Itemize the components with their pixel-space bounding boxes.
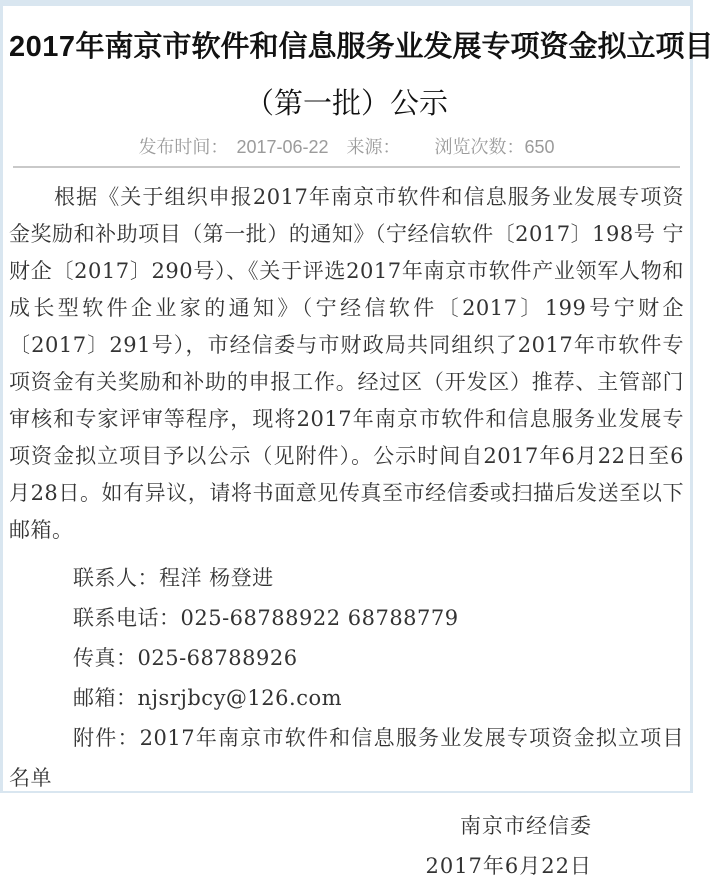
meta-row	[9, 133, 684, 159]
page-title-line2: （第一批）公示	[244, 86, 448, 120]
publish-date-value: 2017-06-22	[236, 137, 329, 157]
title-main-text: 年南京市软件和信息服务业发展专项资金拟立项目	[75, 29, 714, 63]
signature-date: 2017年6月22日	[425, 854, 592, 878]
publish-date-label: 发布时间：	[138, 137, 229, 157]
page-title-line1	[9, 18, 714, 75]
signature-block	[9, 806, 684, 886]
views-count: 650	[524, 137, 555, 157]
contact-fax-line: 传真：025-68788926	[73, 646, 298, 670]
attachment-line: 附件：2017年南京市软件和信息服务业发展专项资金拟立项目名单	[9, 726, 684, 790]
announcement-paragraph: 根据《关于组织申报2017年南京市软件和信息服务业发展专项资金奖励和补助项目（第一批）的通知》（宁经信软件〔2017〕198号 宁财企〔2017〕290号）、《关于评选2017年南京市软件产业领军人物和成长型软件企业家的通知》（宁经信软件〔2017〕199号宁财企〔2017〕291号），市经信委与市财政局共同组织了2017年市软件专项资金有关奖励和补助的申报工作。经过区（开发区）推荐、主管部门审核和专家评审等程序，现将2017年南京市软件和信息服务业发展专项资金拟立项目予以公示（见附件）。公示时间自2017年6月22日至6月28日。如有异议，请将书面意见传真至市经信委或扫描后发送至以下邮箱。	[9, 185, 684, 542]
contact-phone-line: 联系电话：025-68788922 68788779	[73, 606, 459, 630]
header-divider	[13, 166, 680, 168]
article-body	[9, 179, 684, 886]
contact-person-line: 联系人：程洋 杨登进	[73, 566, 274, 590]
signature-org: 南京市经信委	[460, 814, 592, 838]
contact-block	[9, 558, 684, 798]
source-label: 来源：	[346, 137, 401, 157]
page-title	[9, 18, 714, 131]
content-area	[3, 18, 714, 886]
views-label: 浏览次数：	[434, 137, 525, 157]
contact-email-line: 邮箱：njsrjbcy@126.com	[73, 686, 343, 710]
title-year-text: 2017	[9, 31, 76, 63]
